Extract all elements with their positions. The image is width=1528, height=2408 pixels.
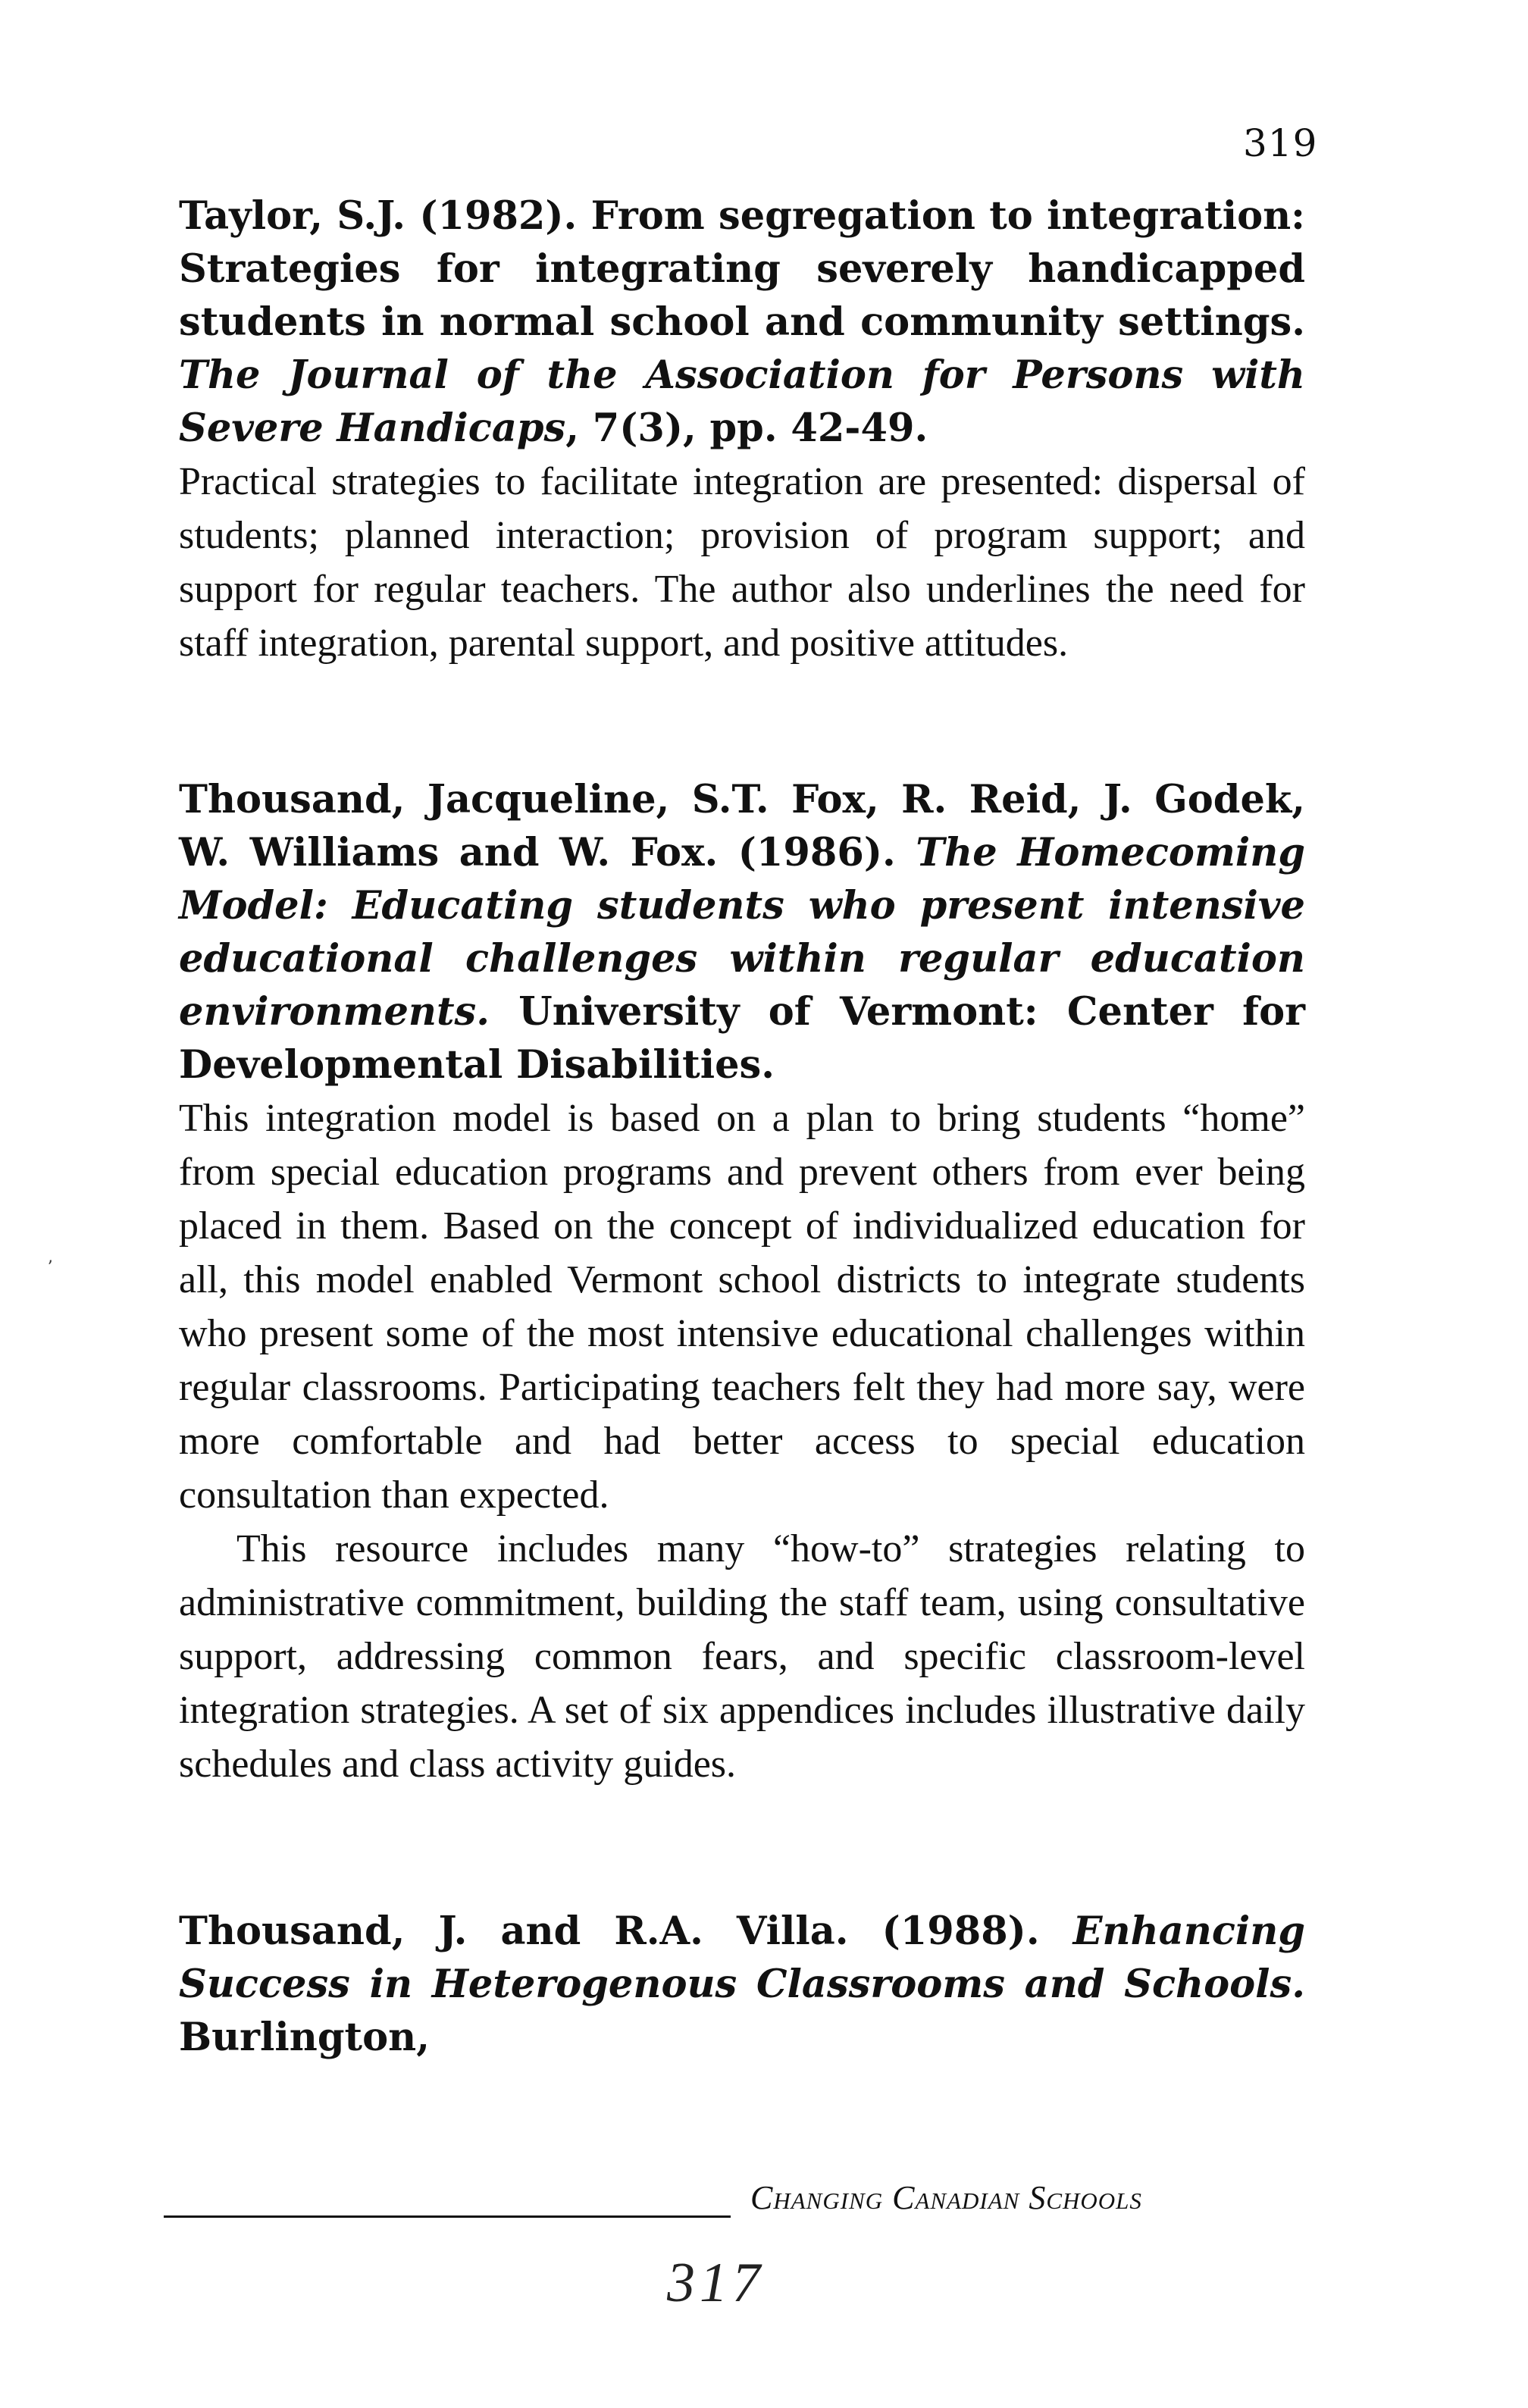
page-number: 319 — [1243, 121, 1318, 165]
bibliography-content — [179, 189, 1305, 2064]
citation-authors-year: Thousand, J. and R.A. Villa. (1988). — [179, 1909, 1073, 1954]
citation — [179, 773, 1305, 1091]
citation — [179, 189, 1305, 455]
citation — [179, 1905, 1305, 2064]
annotation-paragraph: Practical strategies to facilitate integration are presented: dispersal of students; planned interaction; provision of program support; and support for regular teachers. The author also underlines the need for staff integration, parental support, and positive attitudes. — [179, 460, 1305, 665]
bottom-folio-number: 317 — [667, 2252, 765, 2314]
bibliography-entry-thousand-1986 — [179, 773, 1305, 1791]
margin-mark: ʼ — [47, 1258, 52, 1277]
citation-journal: The Journal of the Association for Persons with Severe Handicaps — [179, 352, 1305, 451]
bibliography-entry-taylor — [179, 189, 1305, 670]
citation-authors-year: Thousand, Jacqueline, S.T. Fox, R. Reid, J. Godek, W. Williams and W. Fox. (1986). — [179, 777, 1305, 875]
footer-rule — [164, 2215, 731, 2218]
annotation-paragraph: This resource includes many “how-to” strategies relating to administrative commitment, building the staff team, using consultative support, addressing common fears, and specific classroom-level integration strategies. A set of six appendices includes illustrative daily schedules and class activity guides. — [179, 1527, 1305, 1786]
citation-authors-title: Taylor, S.J. (1982). From segregation to integration: Strategies for integrating severely handicapped students in normal school and community settings. — [179, 193, 1305, 345]
running-footer-title: Changing Canadian Schools — [750, 2179, 1142, 2216]
citation-place: Burlington, — [179, 2015, 430, 2060]
annotation-paragraph: This integration model is based on a plan to bring students “home” from special education programs and prevent others from ever being placed in them. Based on the concept of individualized education for all, this model enabled Vermont school districts to integrate students who present some of the most intensive educational challenges within regular classrooms. Participating teachers felt they had more say, were more comfortable and had better access to special education consultation than expected. — [179, 1097, 1305, 1517]
citation-title: Enhancing Success in Heterogenous Classrooms and Schools. — [179, 1909, 1305, 2007]
citation-publisher: University of Vermont: Center for Developmental Disabilities. — [179, 989, 1305, 1088]
citation-title: The Homecoming Model: Educating students who present intensive educational challenges within regular education environments. — [179, 830, 1305, 1035]
citation-volume-pages: , 7(3), pp. 42-49. — [565, 406, 928, 451]
bibliography-entry-thousand-1988 — [179, 1905, 1305, 2064]
